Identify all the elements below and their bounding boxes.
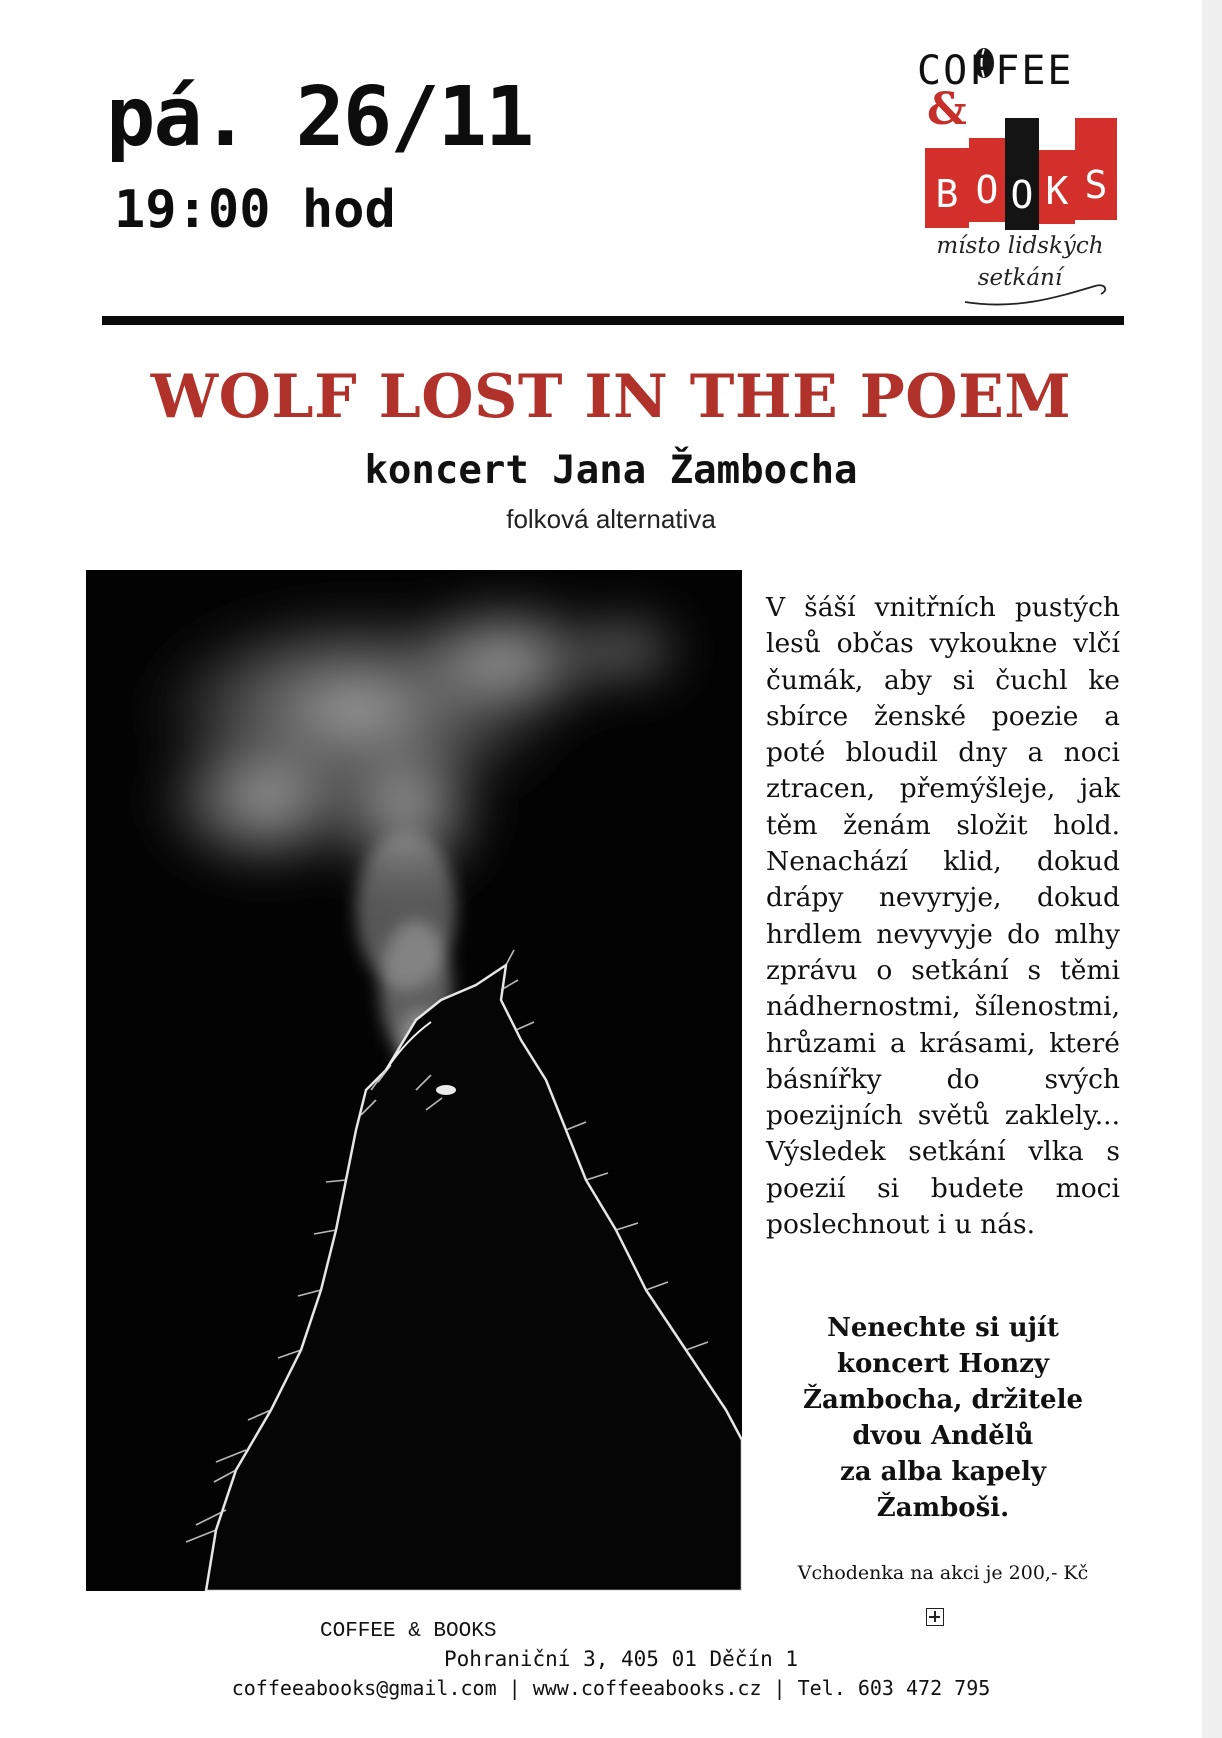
divider-rule — [102, 316, 1124, 325]
promo-text — [766, 1310, 1120, 1526]
logo-tagline — [925, 230, 1115, 294]
entry-fee: Vchodenka na akci je 200,- Kč — [797, 1562, 1089, 1584]
wolf-eye — [436, 1085, 456, 1095]
promo-line: Žambocha, držitele — [802, 1385, 1084, 1415]
promo-line: za alba kapely — [839, 1457, 1047, 1487]
logo-tagline-line2: setkání — [977, 265, 1063, 291]
logo-coffee-text: COFFEE — [917, 48, 1074, 94]
book-letter-b: B — [935, 172, 959, 216]
page-edge — [1202, 0, 1222, 1738]
book-letter-o: O — [1010, 173, 1034, 217]
book-letter-k: K — [1045, 169, 1069, 213]
footer-venue-name: COFFEE & BOOKS — [320, 1620, 497, 1643]
coffee-and-books-logo — [905, 40, 1125, 310]
event-subtitle: koncert Jana Žambocha — [364, 448, 858, 493]
wolf-silhouette — [206, 965, 742, 1591]
event-title: WOLF LOST IN THE POEM — [150, 362, 1072, 432]
promo-line: Nenechte si ujít — [827, 1313, 1059, 1343]
footer-contact: coffeeabooks@gmail.com | www.coffeeabooks.cz | Tel. 603 472 795 — [231, 1676, 991, 1700]
event-description: V šáší vnitřních pustých lesů občas vykoukne vlčí čumák, aby si čuchl ke sbírce ženské poezie a poté bloudil dny a noci ztracen, přemýšleje, jak těm ženám složit hold. Nenachází klid, dokud drápy nevyryje, dokud hrdlem nevyvyje do mlhy zprávu o setkání s těmi nádhernostmi, šílenostmi, hrůzami a krásami, které básnířky do svých poezijních světů zaklely... Výsledek setkání vlka s poezií si budete moci poslechnout i u nás. — [766, 592, 1120, 1241]
logo-tagline-line1: místo lidských — [936, 233, 1104, 259]
expand-icon[interactable] — [926, 1608, 944, 1626]
promo-line: koncert Honzy — [836, 1349, 1050, 1379]
promo-line: dvou Andělů — [852, 1421, 1034, 1451]
event-time: 19:00 hod — [114, 180, 396, 240]
logo-ampersand: & — [927, 84, 967, 135]
wolf-illustration — [86, 570, 742, 1591]
promo-line: Žamboši. — [876, 1493, 1010, 1523]
event-date: pá. 26/11 — [106, 70, 533, 165]
event-genre: folková alternativa — [506, 504, 716, 534]
book-letter-s: S — [1084, 163, 1108, 207]
footer-address: Pohraniční 3, 405 01 Děčín 1 — [444, 1647, 799, 1671]
book-letter-o: O — [975, 168, 999, 212]
howling-wolf-icon — [86, 570, 742, 1591]
